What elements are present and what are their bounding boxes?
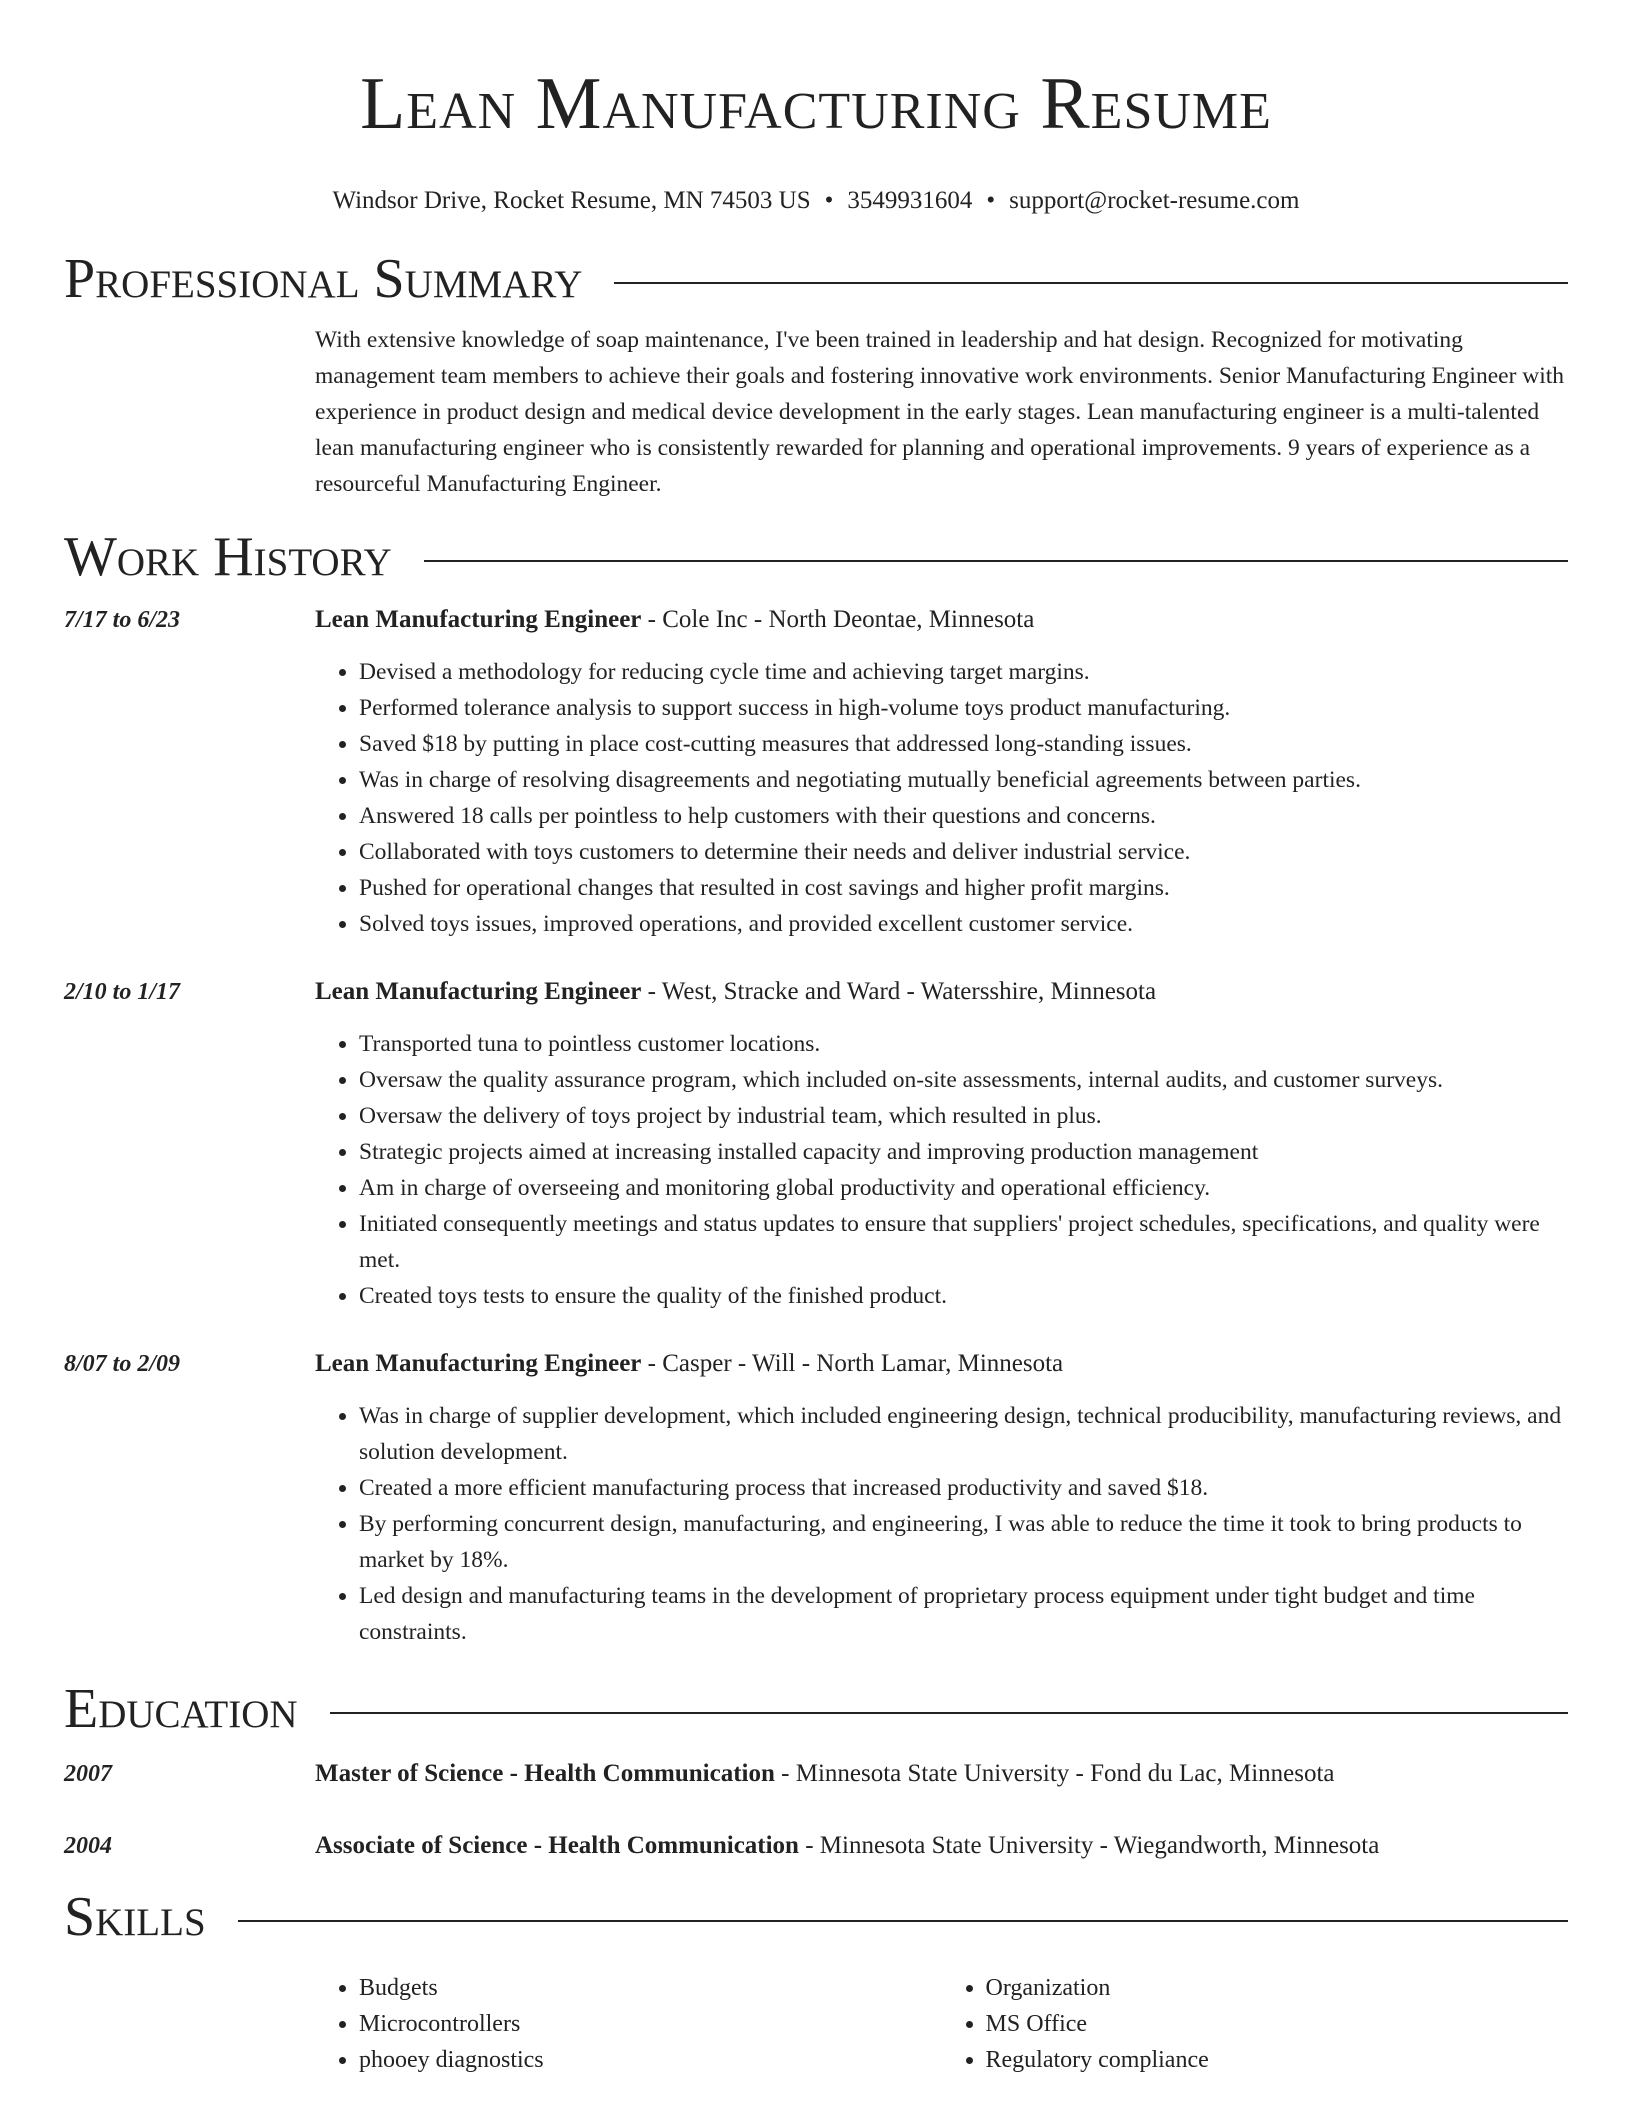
education-degree: Associate of Science - Health Communication [315, 1832, 799, 1859]
list-item: • Created toys tests to ensure the quality of the finished product. [359, 1278, 1568, 1314]
job-bullets [315, 654, 1568, 942]
education-year: 2004 [64, 1833, 112, 1859]
summary-section-title: Professional Summary [64, 248, 583, 310]
skills-column-right [942, 1970, 1569, 2078]
job-role: Lean Manufacturing Engineer [315, 1350, 642, 1377]
job-role: Lean Manufacturing Engineer [315, 606, 642, 633]
section-divider [238, 1920, 1568, 1922]
education-degree: Master of Science - Health Communication [315, 1760, 775, 1787]
education-entry [64, 1828, 1568, 1864]
list-item: • Regulatory compliance [986, 2042, 1569, 2078]
summary-text: With extensive knowledge of soap maintenance, I've been trained in leadership and hat design. Recognized for motivating management team members to achieve their goals and fostering innovative work environments. Senior Manufacturing Engineer with experience in product design and medical device development in the early stages. Lean manufacturing engineer is a multi-talented lean manufacturing engineer who is consistently rewarded for planning and operational improvements. 9 years of experience as a resourceful Manufacturing Engineer. [315, 327, 1565, 497]
skills-section-title: Skills [64, 1886, 206, 1948]
list-item: • Collaborated with toys customers to determine their needs and deliver industrial service. [359, 834, 1568, 870]
list-item: • Organization [986, 1970, 1569, 2006]
list-item: • Was in charge of resolving disagreements and negotiating mutually beneficial agreements between parties. [359, 762, 1568, 798]
list-item: • Pushed for operational changes that resulted in cost savings and higher profit margins. [359, 870, 1568, 906]
list-item: • Budgets [359, 1970, 942, 2006]
work-section-header [64, 526, 1568, 588]
education-details: - Minnesota State University - Fond du Lac, Minnesota [774, 1760, 1335, 1787]
contact-address: Windsor Drive, Rocket Resume, MN 74503 US [332, 187, 811, 214]
job-bullets [315, 1026, 1568, 1314]
list-item: • By performing concurrent design, manufacturing, and engineering, I was able to reduce the time it took to bring products to market by 18%. [359, 1506, 1568, 1578]
job-body [315, 1346, 1568, 1650]
skills-section-header [64, 1886, 1568, 1948]
education-section-title: Education [64, 1678, 298, 1740]
list-item: • Oversaw the delivery of toys project by industrial team, which resulted in plus. [359, 1098, 1568, 1134]
job-entry [64, 1346, 1568, 1650]
contact-separator: • [986, 187, 996, 214]
list-item: • Devised a methodology for reducing cycle time and achieving target margins. [359, 654, 1568, 690]
skills-column-left [315, 1970, 942, 2078]
section-divider [614, 282, 1568, 284]
job-heading [315, 1346, 1568, 1382]
education-section-header [64, 1678, 1568, 1740]
job-entry [64, 602, 1568, 942]
list-item: • Initiated consequently meetings and status updates to ensure that suppliers' project schedules, specifications, and quality were met. [359, 1206, 1568, 1278]
job-bullets [315, 1398, 1568, 1650]
list-item: • phooey diagnostics [359, 2042, 942, 2078]
list-item: • Was in charge of supplier development, which included engineering design, technical producibility, manufacturing reviews, and solution development. [359, 1398, 1568, 1470]
resume-title: Lean Manufacturing Resume [360, 63, 1272, 145]
job-dates: 7/17 to 6/23 [64, 607, 181, 633]
contact-separator: • [824, 187, 834, 214]
job-details: - West, Stracke and Ward - Watersshire, Minnesota [641, 978, 1157, 1005]
job-body [315, 974, 1568, 1314]
resume-page [64, 0, 1568, 2078]
education-details: - Minnesota State University - Wiegandworth, Minnesota [798, 1832, 1380, 1859]
list-item: • Solved toys issues, improved operations, and provided excellent customer service. [359, 906, 1568, 942]
job-entry [64, 974, 1568, 1314]
contact-line [64, 186, 1568, 216]
section-divider [424, 560, 1568, 562]
list-item: • Created a more efficient manufacturing process that increased productivity and saved $18. [359, 1470, 1568, 1506]
list-item: • Performed tolerance analysis to support success in high-volume toys product manufacturing. [359, 690, 1568, 726]
list-item: • Led design and manufacturing teams in the development of proprietary process equipment under tight budget and time constraints. [359, 1578, 1568, 1650]
job-heading [315, 974, 1568, 1010]
list-item: • Transported tuna to pointless customer locations. [359, 1026, 1568, 1062]
skills-list [315, 1970, 1568, 2078]
job-heading [315, 602, 1568, 638]
education-heading [315, 1756, 1568, 1792]
section-divider [330, 1712, 1568, 1714]
work-section-title: Work History [64, 526, 392, 588]
contact-phone: 3549931604 [847, 187, 973, 214]
job-details: - Cole Inc - North Deontae, Minnesota [641, 606, 1035, 633]
list-item: • Saved $18 by putting in place cost-cutting measures that addressed long-standing issues. [359, 726, 1568, 762]
education-heading [315, 1828, 1568, 1864]
job-details: - Casper - Will - North Lamar, Minnesota [641, 1350, 1064, 1377]
list-item: • Am in charge of overseeing and monitoring global productivity and operational efficiency. [359, 1170, 1568, 1206]
list-item: • Strategic projects aimed at increasing installed capacity and improving production management [359, 1134, 1568, 1170]
education-year: 2007 [64, 1761, 112, 1787]
education-entry [64, 1756, 1568, 1792]
list-item: • Microcontrollers [359, 2006, 942, 2042]
list-item: • MS Office [986, 2006, 1569, 2042]
list-item: • Answered 18 calls per pointless to help customers with their questions and concerns. [359, 798, 1568, 834]
job-role: Lean Manufacturing Engineer [315, 978, 642, 1005]
job-dates: 2/10 to 1/17 [64, 979, 181, 1005]
list-item: • Oversaw the quality assurance program, which included on-site assessments, internal audits, and customer surveys. [359, 1062, 1568, 1098]
summary-section-header [64, 248, 1568, 310]
contact-email: support@rocket-resume.com [1009, 187, 1300, 214]
job-body [315, 602, 1568, 942]
job-dates: 8/07 to 2/09 [64, 1351, 181, 1377]
